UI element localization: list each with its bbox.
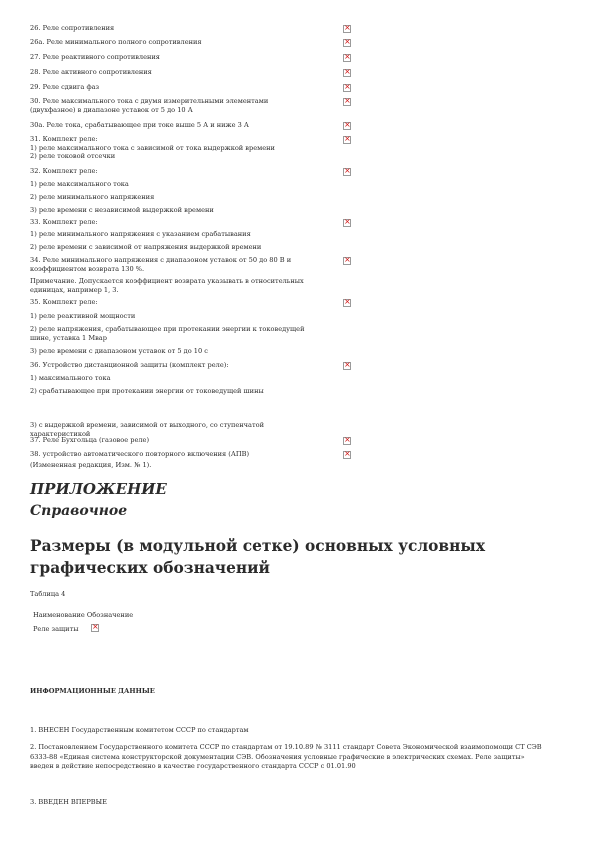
relay-item-text: 2) реле напряжения, срабатывающее при протекании энергии к токоведущей <box>30 325 305 333</box>
relay-item-text: 27. Реле реактивного сопротивления <box>30 53 160 61</box>
relay-item-text: 26а. Реле минимального полного сопротивления <box>30 38 202 46</box>
broken-image-icon <box>343 219 351 227</box>
broken-image-icon <box>343 122 351 130</box>
relay-item <box>30 256 350 273</box>
relay-item <box>30 193 350 202</box>
broken-image-icon <box>343 299 351 307</box>
relay-item-text: 3) с выдержкой времени, зависимой от выходного, со ступенчатой <box>30 421 264 429</box>
relay-item <box>30 206 350 215</box>
relay-item-text: 31. Комплект реле: <box>30 135 98 143</box>
broken-image-icon <box>343 39 351 47</box>
relay-item-text: 2) срабатывающее при протекании энергии от токоведущей шины <box>30 387 264 395</box>
relay-item-text: 3) реле времени с независимой выдержкой времени <box>30 206 214 214</box>
broken-image-icon <box>343 54 351 62</box>
relay-item <box>30 325 350 342</box>
appendix-subtitle: Справочное <box>30 503 128 519</box>
table-header: Наименование Обозначение <box>33 611 134 619</box>
broken-image-icon <box>343 257 351 265</box>
relay-item <box>30 167 350 176</box>
relay-item-text: 32. Комплект реле: <box>30 167 98 175</box>
relay-item-text: 2) реле минимального напряжения <box>30 193 155 201</box>
relay-item-text: 29. Реле сдвига фаз <box>30 83 100 91</box>
broken-image-icon <box>343 69 351 77</box>
relay-item <box>30 218 350 227</box>
relay-item-text: 1) реле минимального напряжения с указанием срабатывания <box>30 230 251 238</box>
relay-item <box>30 243 350 252</box>
relay-item <box>30 347 350 356</box>
info-item-2: 2. Постановлением Государственного комитета СССР по стандартам от 19.10.89 № 3111 стандарт Совета Экономической взаимопомощи СТ СЭВ 6333-88 «Единая система конструкторской документации СЭВ. Обозначения условные графические в электрических схемах. Реле защиты» введен в действие непосредственно в качестве государственного стандарта СССР с 01.01.90 <box>30 743 542 770</box>
relay-item-text: 2) реле токовой отсечки <box>30 152 116 161</box>
info-title: ИНФОРМАЦИОННЫЕ ДАННЫЕ <box>30 687 155 695</box>
relay-item-text: Примечание. Допускается коэффициент возврата указывать в относительных <box>30 277 304 285</box>
broken-image-icon <box>343 451 351 459</box>
relay-item-text: 35. Комплект реле: <box>30 298 98 306</box>
relay-item <box>30 53 350 62</box>
table-caption: Таблица 4 <box>30 590 66 598</box>
relay-item <box>30 135 350 161</box>
relay-item <box>30 230 350 239</box>
broken-image-icon <box>343 84 351 92</box>
relay-item-text: характеристикой <box>30 429 91 438</box>
broken-image-icon <box>343 437 351 445</box>
relay-item-text: 28. Реле активного сопротивления <box>30 68 152 76</box>
relay-item-text: (двухфазное) в диапазоне уставок от 5 до 10 А <box>30 105 193 114</box>
broken-image-icon <box>91 624 99 632</box>
relay-item <box>30 374 350 383</box>
broken-image-icon <box>343 136 351 144</box>
relay-item <box>30 450 350 459</box>
relay-item-text: 33. Комплект реле: <box>30 218 98 226</box>
broken-image-icon <box>343 25 351 33</box>
change-note: (Измененная редакция, Изм. № 1). <box>30 461 152 469</box>
info-item-3: 3. ВВЕДЕН ВПЕРВЫЕ <box>30 798 107 806</box>
table-row-label: Реле защиты <box>33 625 79 633</box>
relay-item <box>30 180 350 189</box>
relay-item <box>30 312 350 321</box>
relay-item-text: 3) реле времени с диапазоном уставок от 5 до 10 с <box>30 347 208 355</box>
relay-item-text: коэффициентом возврата 130 %. <box>30 264 145 273</box>
info-item-1: 1. ВНЕСЕН Государственным комитетом СССР по стандартам <box>30 726 249 734</box>
relay-item-text: 38. устройство автоматического повторного включения (АПВ) <box>30 450 250 458</box>
relay-item <box>30 83 350 92</box>
appendix-title: ПРИЛОЖЕНИЕ <box>30 480 167 498</box>
relay-item <box>30 361 350 370</box>
relay-item <box>30 38 350 47</box>
relay-item-text: 30а. Реле тока, срабатывающее при токе выше 5 А и ниже 3 А <box>30 121 249 129</box>
relay-item <box>30 68 350 77</box>
relay-item-text: 1) максимального тока <box>30 374 111 382</box>
relay-item-text: единицах, например 1, 3. <box>30 285 119 294</box>
relay-item <box>30 277 350 294</box>
relay-item-text: 2) реле времени с зависимой от напряжения выдержкой времени <box>30 243 262 251</box>
relay-item <box>30 97 350 114</box>
relay-item <box>30 436 350 445</box>
relay-item-text: шине, уставка 1 Мвар <box>30 333 107 342</box>
broken-image-icon <box>343 98 351 106</box>
broken-image-icon <box>343 362 351 370</box>
relay-item <box>30 387 350 396</box>
relay-item-text: 1) реле максимального тока <box>30 180 129 188</box>
relay-item-text: 1) реле реактивной мощности <box>30 312 136 320</box>
relay-item <box>30 298 350 307</box>
relay-item-text: 34. Реле минимального напряжения с диапазоном уставок от 50 до 80 В и <box>30 256 292 264</box>
relay-item-text: 1) реле максимального тока с зависимой от тока выдержкой времени <box>30 143 275 152</box>
broken-image-icon <box>343 168 351 176</box>
relay-item <box>30 24 350 33</box>
relay-item <box>30 121 350 130</box>
appendix-heading: Размеры (в модульной сетке) основных условных графических обозначений <box>30 537 485 577</box>
relay-item-text: 37. Реле Бухгольца (газовое реле) <box>30 436 150 444</box>
relay-item-text: 30. Реле максимального тока с двумя измерительными элементами <box>30 97 269 105</box>
relay-item-text: 36. Устройство дистанционной защиты (комплект реле): <box>30 361 229 369</box>
relay-item-text: 26. Реле сопротивления <box>30 24 115 32</box>
